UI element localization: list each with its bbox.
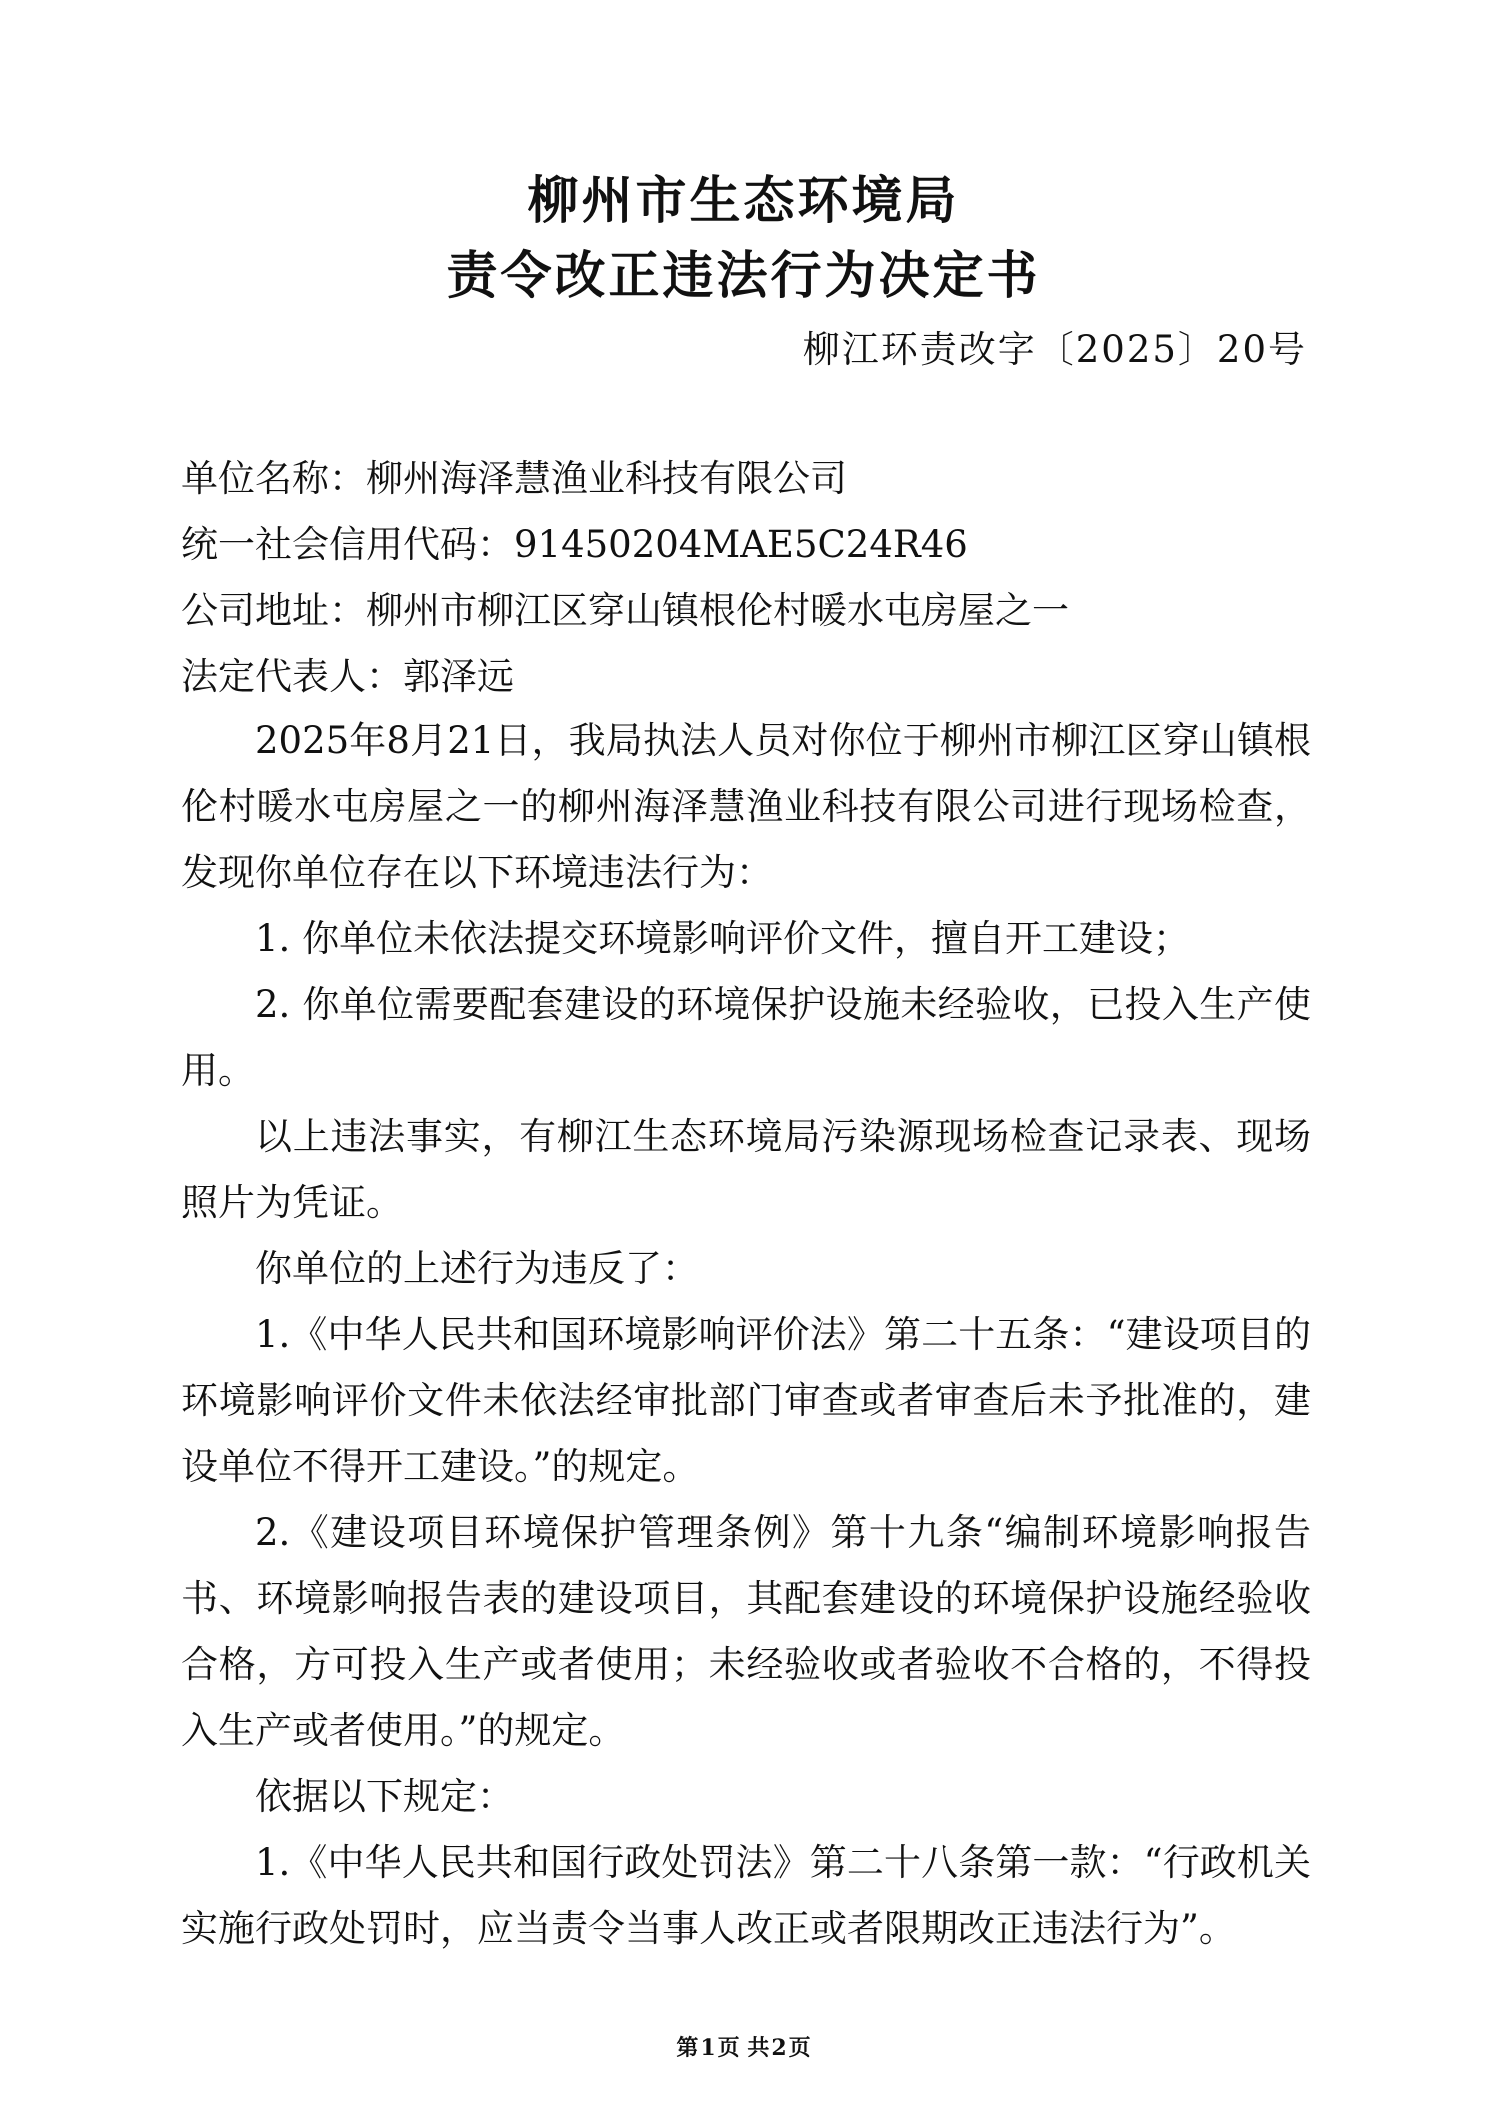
paragraph-evidence: 以上违法事实，有柳江生态环境局污染源现场检查记录表、现场照片为凭证。 bbox=[181, 1115, 1311, 1224]
footer-total-pages: 2 bbox=[771, 2035, 787, 2061]
paragraph-basis-1: 1.《中华人民共和国行政处罚法》第二十八条第一款：“行政机关实施行政处罚时，应当责令当事人改正或者限期改正违法行为”。 bbox=[181, 1841, 1311, 1950]
issuer-title: 柳州市生态环境局 bbox=[527, 172, 960, 231]
address-label: 公司地址： bbox=[181, 589, 366, 632]
paragraph-law-2: 2.《建设项目环境保护管理条例》第十九条“编制环境影响报告书、环境影响报告表的建设项目，其配套建设的环境保护设施经验收合格，方可投入生产或者使用；未经验收或者验收不合格的，不得投入生产或者使用。”的规定。 bbox=[181, 1511, 1311, 1752]
paragraph-basis-intro: 依据以下规定： bbox=[255, 1775, 514, 1818]
paragraph-violation-1: 1. 你单位未依法提交环境影响评价文件，擅自开工建设； bbox=[255, 917, 1191, 960]
legal-rep-label: 法定代表人： bbox=[181, 655, 403, 698]
footer-middle: 页 共 bbox=[717, 2035, 770, 2061]
unit-name-label: 单位名称： bbox=[181, 457, 366, 500]
document-number: 柳江环责改字〔2025〕20号 bbox=[802, 328, 1307, 371]
page-footer bbox=[0, 2033, 1487, 2063]
paragraph-violated-intro: 你单位的上述行为违反了： bbox=[255, 1247, 699, 1290]
address-value: 柳州市柳江区穿山镇根伦村暖水屯房屋之一 bbox=[366, 589, 1069, 632]
credit-code-label: 统一社会信用代码： bbox=[181, 523, 514, 566]
paragraph-law-1: 1.《中华人民共和国环境影响评价法》第二十五条：“建设项目的环境影响评价文件未依法经审批部门审查或者审查后未予批准的，建设单位不得开工建设。”的规定。 bbox=[181, 1313, 1311, 1488]
paragraph-inspection: 2025年8月21日，我局执法人员对你位于柳州市柳江区穿山镇根伦村暖水屯房屋之一的柳州海泽慧渔业科技有限公司进行现场检查，发现你单位存在以下环境违法行为： bbox=[181, 719, 1311, 894]
address-row bbox=[181, 588, 1311, 634]
footer-prefix: 第 bbox=[676, 2035, 699, 2061]
document-title: 责令改正违法行为决定书 bbox=[446, 247, 1041, 306]
unit-name-row bbox=[181, 456, 1311, 502]
footer-page-number: 1 bbox=[700, 2035, 716, 2061]
credit-code-value: 91450204MAE5C24R46 bbox=[514, 523, 968, 566]
credit-code-row bbox=[181, 522, 1311, 568]
footer-suffix: 页 bbox=[788, 2035, 811, 2061]
unit-name-value: 柳州海泽慧渔业科技有限公司 bbox=[366, 457, 847, 500]
legal-rep-row bbox=[181, 654, 1311, 700]
paragraph-violation-2: 2. 你单位需要配套建设的环境保护设施未经验收，已投入生产使用。 bbox=[181, 983, 1311, 1092]
legal-rep-value: 郭泽远 bbox=[403, 655, 514, 698]
